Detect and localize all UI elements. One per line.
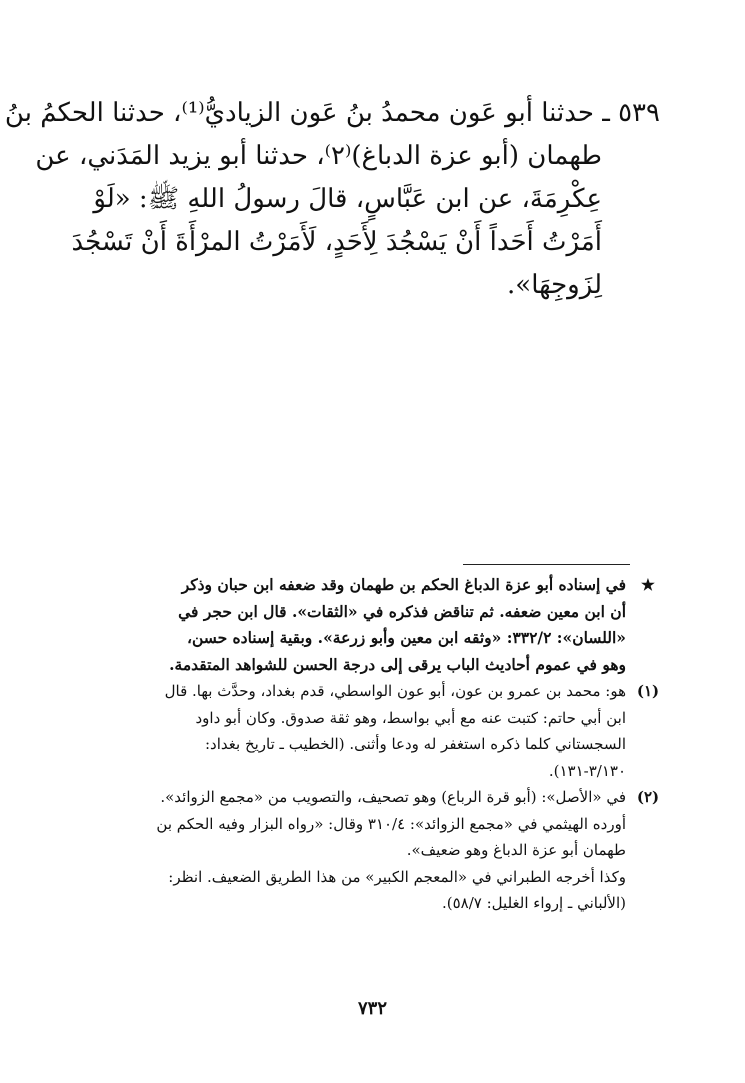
footnote-line: ٣/١٣٠-١٣١). <box>548 761 626 780</box>
footnote-line: «اللسان»: ٣٣٢/٢: «وثقه ابن معين وأبو زرعة». وبقية إسناده حسن، <box>186 628 626 647</box>
footnote-line: (الألباني ـ إرواء الغليل: ٥٨/٧). <box>442 894 626 912</box>
footnote-star <box>70 572 666 678</box>
footnote-2 <box>70 784 666 917</box>
footnote-line: في «الأصل»: (أبو قرة الرباع) وهو تصحيف، والتصويب من «مجمع الزوائد». <box>160 788 626 806</box>
footnotes <box>70 572 666 917</box>
footnote-mark: (٢) <box>636 788 660 806</box>
footnote-line: وهو في عموم أحاديث الباب يرقى إلى درجة الحسن للشواهد المتقدمة. <box>169 654 626 674</box>
footnote-mark: (١) <box>636 682 660 700</box>
footnote-line: هو: محمد بن عمرو بن عون، أبو عون الواسطي، قدم بغداد، وحدَّث بها. قال <box>164 682 626 700</box>
footnote-line: السجستاني كلما ذكره استغفر له ودعا وأثنى. (الخطيب ـ تاريخ بغداد: <box>204 735 626 753</box>
footnote-line: أورده الهيثمي في «مجمع الزوائد»: ٣١٠/٤ وقال: «رواه البزار وفيه الحكم بن <box>156 814 626 833</box>
hadith-line: لِزَوجِهَا». <box>507 270 602 300</box>
footnote-line: أن ابن معين ضعفه. ثم تناقض فذكره في «الثقات». قال ابن حجر في <box>178 601 626 621</box>
hadith-line: ٥٣٩ ـ حدثنا أبو عَون محمدُ بنُ عَون الزياديُّ⁽¹⁾، حدثنا الحكمُ بنُ <box>4 98 660 128</box>
hadith-text <box>4 92 660 307</box>
hadith-line: طهمان (أبو عزة الدباغ)⁽٢⁾، حدثنا أبو يزيد المَدَني، عن <box>35 141 602 171</box>
page-number: ٧٣٢ <box>357 998 387 1019</box>
footnote-separator <box>463 564 630 565</box>
hadith-line: عِكْرِمَةَ، عن ابن عَبَّاسٍ، قالَ رسولُ اللهِ ﷺ: «لَوْ <box>93 184 602 214</box>
footnote-line: في إسناده أبو عزة الدباغ الحكم بن طهمان وقد ضعفه ابن حبان وذكر <box>181 575 626 594</box>
footnote-1 <box>70 678 666 784</box>
hadith-line: أَمَرْتُ أَحَداً أَنْ يَسْجُدَ لِأَحَدٍ، لَأَمَرْتُ المرْأَةَ أَنْ تَسْجُدَ <box>71 227 602 257</box>
footnote-line: وكذا أخرجه الطبراني في «المعجم الكبير» من هذا الطريق الضعيف. انظر: <box>168 867 626 886</box>
footnote-line: ابن أبي حاتم: كتبت عنه مع أبي بواسط، وهو ثقة صدوق. وكان أبو داود <box>195 708 626 727</box>
footnote-line: طهمان أبو عزة الدباغ وهو ضعيف». <box>406 841 626 859</box>
footnote-mark: ★ <box>641 575 655 594</box>
